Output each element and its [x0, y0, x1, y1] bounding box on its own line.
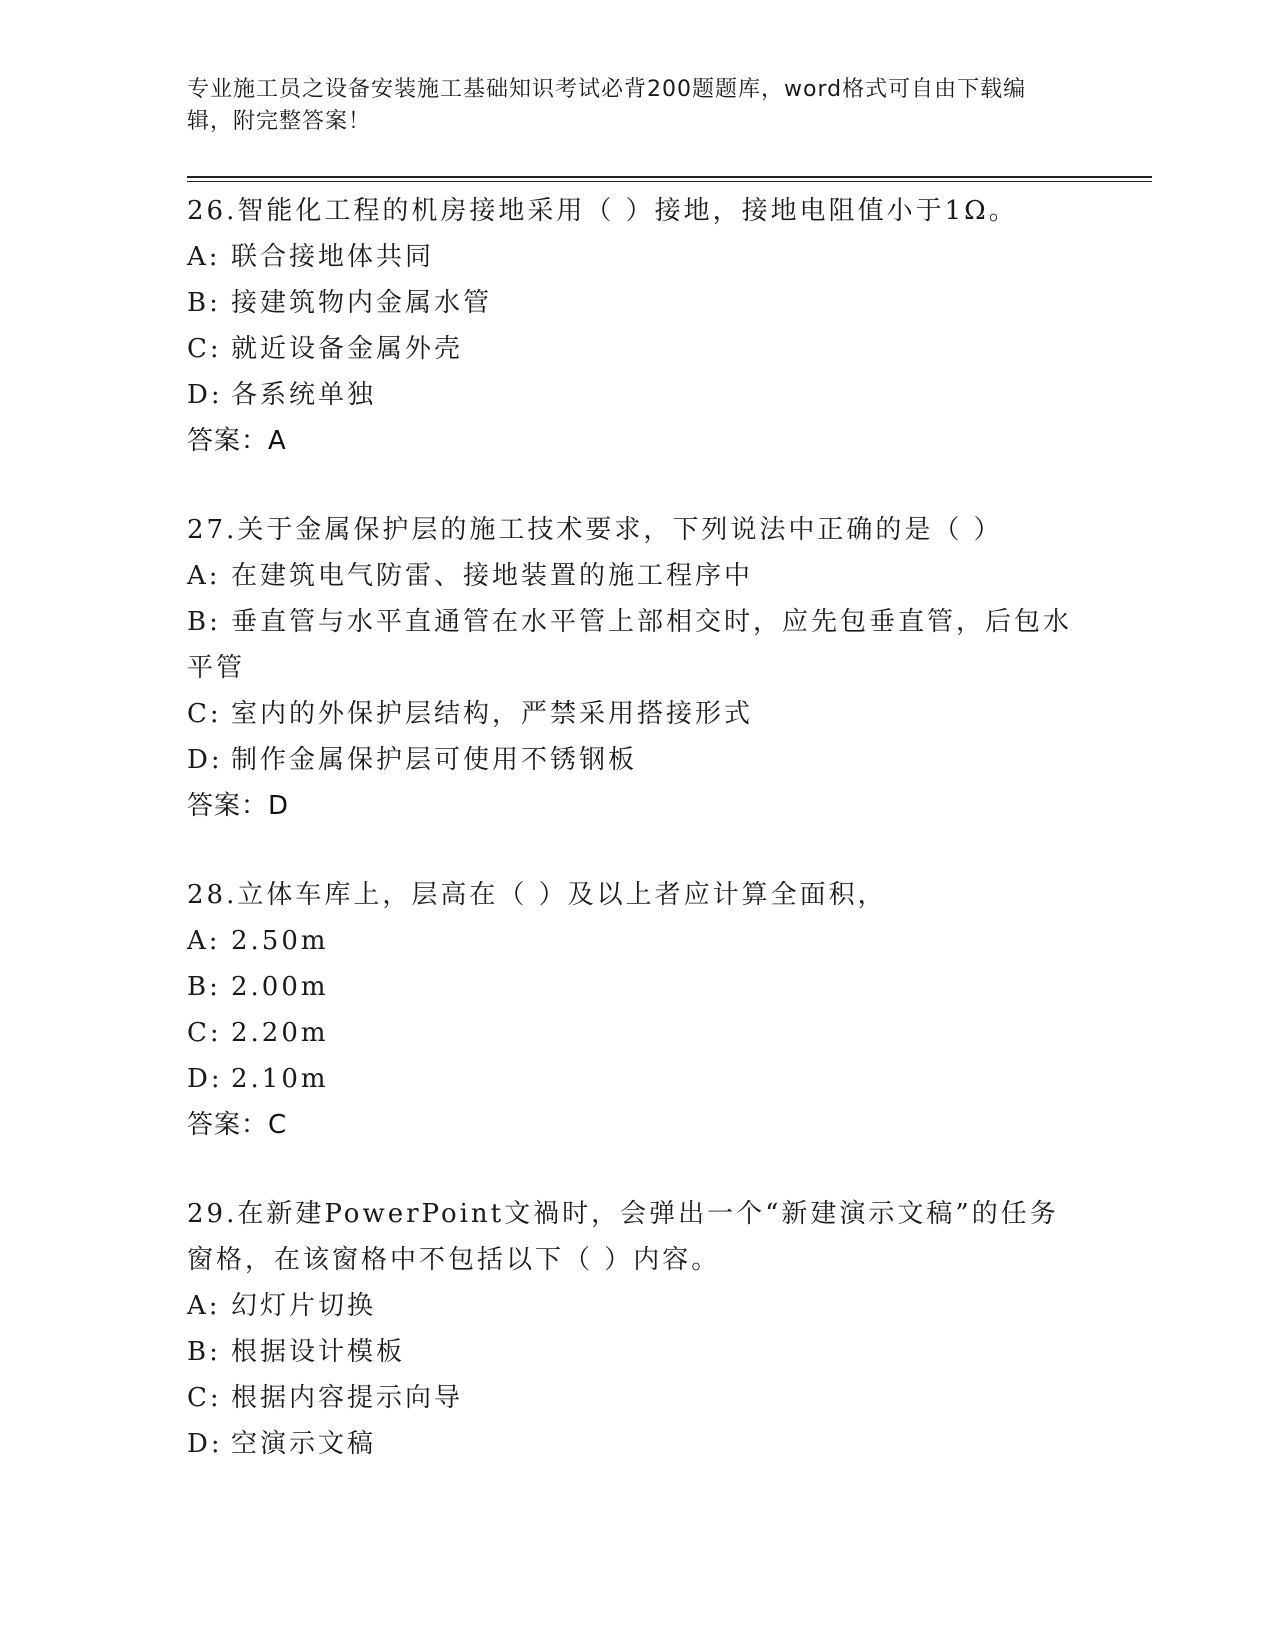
option-d: [187, 1421, 1087, 1467]
option-text: 接建筑物内金属水管: [231, 288, 493, 318]
option-letter: A:: [187, 1291, 221, 1321]
option-text: 2.50m: [231, 926, 329, 956]
question-27: [187, 507, 1087, 829]
option-letter: D:: [187, 745, 223, 775]
option-text: 2.00m: [231, 972, 329, 1002]
option-a: [187, 918, 1087, 964]
question-list: [187, 188, 1087, 1510]
option-text: 空演示文稿: [231, 1429, 377, 1459]
option-letter: B:: [187, 288, 221, 318]
option-letter: D:: [187, 1064, 223, 1094]
question-stem: 27.关于金属保护层的施工技术要求，下列说法中正确的是（ ）: [187, 515, 1003, 545]
option-b: [187, 280, 1087, 326]
option-d: [187, 372, 1087, 418]
option-b: [187, 964, 1087, 1010]
option-text: 根据内容提示向导: [231, 1383, 464, 1413]
option-b: [187, 599, 1087, 691]
question-stem: 26.智能化工程的机房接地采用（ ）接地，接地电阻值小于1Ω。: [187, 196, 1018, 226]
option-d: [187, 1056, 1087, 1102]
answer-line: 答案：A: [187, 426, 287, 456]
option-text: 根据设计模板: [231, 1337, 406, 1367]
answer-line: 答案：D: [187, 791, 290, 821]
option-letter: C:: [187, 699, 222, 729]
answer-line: 答案：C: [187, 1110, 288, 1140]
question-26: [187, 188, 1087, 464]
option-letter: B:: [187, 607, 221, 637]
option-c: [187, 326, 1087, 372]
option-letter: C:: [187, 1018, 222, 1048]
option-text: 室内的外保护层结构，严禁采用搭接形式: [231, 699, 754, 729]
option-text: 各系统单独: [231, 380, 377, 410]
option-text: 联合接地体共同: [231, 242, 435, 272]
header-divider-thick: [187, 176, 1152, 178]
option-text: 在建筑电气防雷、接地装置的施工程序中: [231, 561, 754, 591]
option-text: 垂直管与水平直通管在水平管上部相交时，应先包垂直管，后包水平管: [187, 607, 1073, 683]
option-letter: B:: [187, 1337, 221, 1367]
option-b: [187, 1329, 1087, 1375]
option-letter: C:: [187, 334, 222, 364]
option-d: [187, 737, 1087, 783]
option-text: 就近设备金属外壳: [231, 334, 464, 364]
option-text: 制作金属保护层可使用不锈钢板: [231, 745, 638, 775]
document-header: 专业施工员之设备安装施工基础知识考试必背200题题库，word格式可自由下载编辑，附完整答案！: [187, 77, 1027, 134]
header-divider-thin: [187, 181, 1152, 182]
option-c: [187, 1010, 1087, 1056]
question-29: [187, 1191, 1087, 1467]
option-a: [187, 553, 1087, 599]
option-c: [187, 1375, 1087, 1421]
option-letter: B:: [187, 972, 221, 1002]
option-text: 幻灯片切换: [231, 1291, 377, 1321]
option-letter: A:: [187, 561, 221, 591]
option-letter: A:: [187, 242, 221, 272]
option-text: 2.10m: [231, 1064, 329, 1094]
question-stem: 28.立体车库上，层高在（ ）及以上者应计算全面积，: [187, 880, 887, 910]
option-letter: D:: [187, 1429, 223, 1459]
question-stem: 29.在新建PowerPoint文禍时，会弹出一个“新建演示文稿”的任务窗格，在该窗格中不包括以下（ ）内容。: [187, 1199, 1059, 1275]
option-a: [187, 1283, 1087, 1329]
option-letter: D:: [187, 380, 223, 410]
option-text: 2.20m: [231, 1018, 329, 1048]
option-c: [187, 691, 1087, 737]
option-a: [187, 234, 1087, 280]
option-letter: C:: [187, 1383, 222, 1413]
question-28: [187, 872, 1087, 1148]
option-letter: A:: [187, 926, 221, 956]
